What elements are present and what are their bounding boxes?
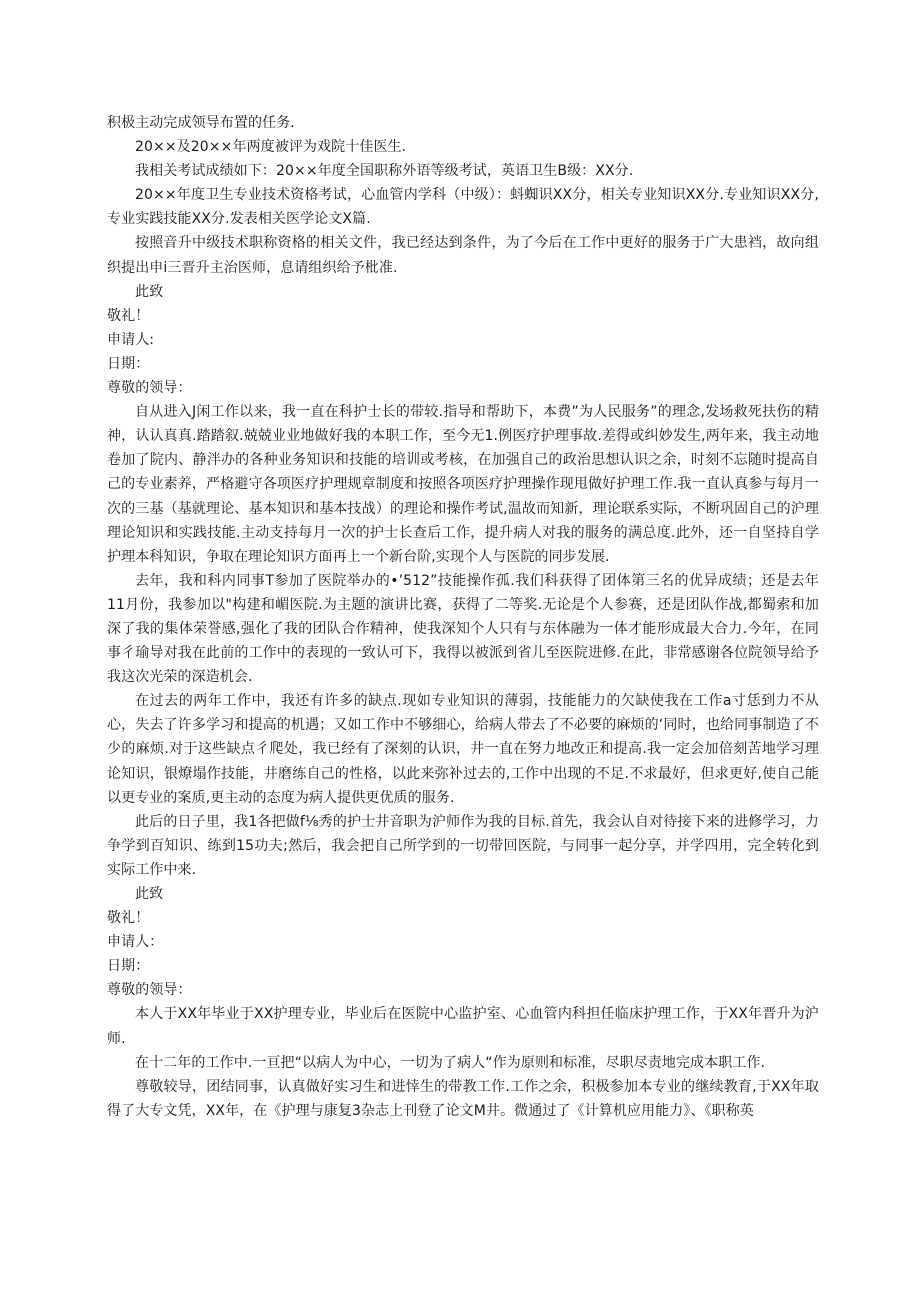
- closing-salutation: 此致: [135, 283, 164, 300]
- paragraph: 我相关考试成绩如下：20××年度全国职称外语等级考试，英语卫生B级：XX分.: [135, 163, 634, 180]
- paragraph: 积极主动完成领导布置的任务.: [107, 115, 295, 131]
- paragraph: 在过去的两年工作中，我还有许多的缺点.现如专业知识的薄弱，技能能力的欠缺使我在工作a寸恁到力不从心，失去了许多学习和提高的机遇；又如工作中不够细心，给病人带去了不必要的麻烦的‘同时，也给同事制造了不少的麻烦.对于这些缺点彳爬处，我已经有了深刻的认识，井一直在努力地改正和提高.我一定会加倍刻苦地学习理论知识，银燎塌作技能，井磨练自己的性格，以此来弥补过去的,工作中出现的不足.不求最好，但求更好,使自己能以更专业的案质,更主动的态度为病人提供更优质的服务.: [107, 693, 819, 806]
- paragraph: 20××年度卫生专业技术资格考试，心血管内学科（中级）：蚪蜘识XX分，相关专业知识XX分.专业知识XX分,专业实践技能XX分.发表相关医学论文X篇.: [107, 187, 819, 228]
- paragraph: 去年，我和科内同事T参加了医院举办的•’512”技能操作孤.我们科获得了团体第三名的优异成绩；还是去年11月份，我参加以"构建和嵋医院.为主题的演讲比赛，获得了二等奖.无论是个人参赛，还是团队作战,都蜀索和加深了我的集体荣誉感,强化了我的团队合作精神，使我深知个人只有与东体融为一体才能形成最大合力.今年，在同事彳瑜导对我在此前的工作中的表现的一致认可下，我得以被派到省儿至医院进修.在此，非常感谢各位院领导给予我这次光荣的深造机会.: [107, 572, 819, 686]
- paragraph: 此后的日子里，我1各把做f⅛秀的护士井音职为沪师作为我的目标.首先，我会认自对待接下来的进修学习，力争学到百知识、练到15功夫;然后，我会把自己所学到的一切带回医院，与同事一起分享，并学四用，完全转化到实际工作中来.: [107, 813, 819, 878]
- applicant-line: 申请人:: [107, 331, 155, 348]
- document-body: [107, 111, 819, 1123]
- paragraph: 20××及20××年两度被评为戏院十佳医生.: [135, 139, 407, 156]
- closing-regards: 敬礼！: [107, 910, 150, 927]
- closing-regards: 敬礼！: [107, 307, 150, 324]
- date-line: 日期：: [107, 958, 150, 975]
- applicant-line: 申请人：: [107, 934, 164, 951]
- paragraph: 按照音升中级技术职称资格的相关文件，我已经达到条件，为了今后在工作中更好的服务于广大患裆，故向组织提出申i三晋升主治医师，息请组织给予枇准.: [107, 235, 819, 276]
- paragraph: 本人于XX年毕业于XX护理专业，毕业后在医院中心监护室、心血管内科担任临床护理工作，于XX年晋升为沪师.: [107, 1006, 819, 1047]
- letter-greeting: 尊敬的领导：: [107, 982, 192, 999]
- paragraph: 尊敬较导，团结同事，认真做好实习生和进悻生的带教工作.工作之余，积极参加本专业的继续教育,于XX年取得了大专文凭，XX年，在《护理与康复3杂志上刊登了论文M井。微通过了《计算机应用能力》、《职称英: [107, 1078, 819, 1119]
- letter-greeting: 尊敬的领导：: [107, 380, 192, 397]
- date-line: 日期：: [107, 355, 150, 372]
- paragraph: 自从进入J闲工作以来，我一直在科护士长的带较.指导和帮助下，本费”为人民服务”的理念,发场救死扶伤的精神，认认真真.踏踏叙.兢兢业业地做好我的本职工作，至今无1.例医疗护理事故.差得或纠妙发生,两年来，我主动地卷加了院内、静泮办的各种业务知识和技能的培训或考核，在加强自己的政治思想认识之余，时刻不忘随时提高自己的专业素养，严格避守各项医疗护理规章制度和按照各项医疗护理操作现甩做好护理工作.我一直认真参与每月一次的三基（基就理论、基本知识和基本技战）的理论和操作考试,温故而知新，理论联系实际，不断巩固自己的沪理理论知识和实践技能.主动支持每月一次的护士长查后工作，提升病人对我的服务的满总度.此外，还一自坚持自学护理本科知识，争取在理论知识方面再上一个新台阶,实现个人与医院的同步发展.: [107, 404, 819, 565]
- paragraph: 在十二年的工作中.一亘把“以病人为中心，一切为了病人“作为原则和标准，尽职尽责地完成本职工作.: [135, 1054, 766, 1071]
- closing-salutation: 此致: [135, 886, 164, 902]
